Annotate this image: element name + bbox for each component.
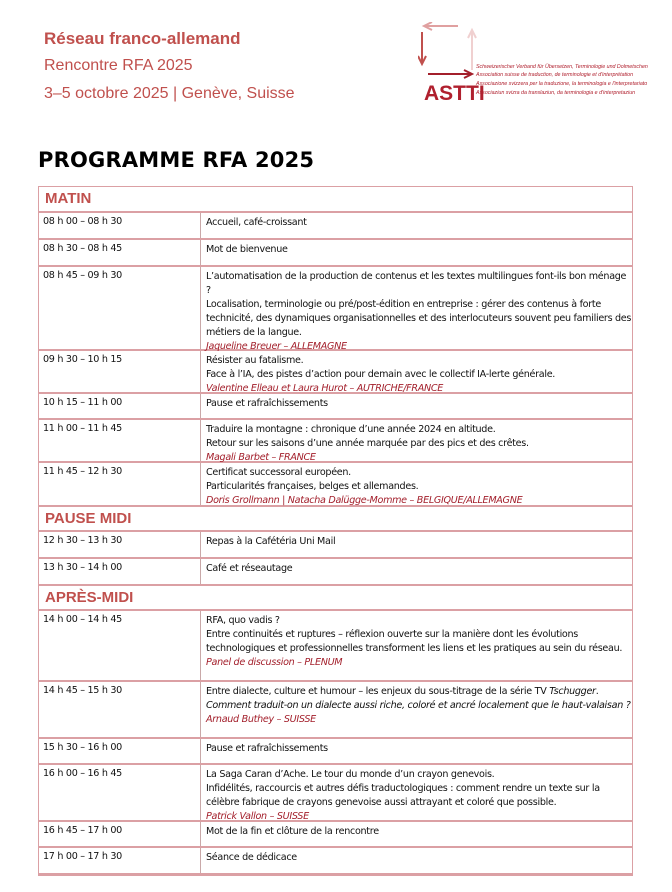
section-header: MATIN	[39, 187, 632, 213]
table-row	[39, 765, 632, 822]
session-content	[201, 420, 632, 461]
session-content	[201, 611, 632, 680]
session-text: Comment traduit-on un dialecte aussi riche, coloré et ancré localement que le haut-valaisan ?	[206, 700, 631, 711]
session-content	[201, 240, 632, 265]
logo-line: Associazione svizzera per la traduzione, la terminologia e l'interpretariato	[476, 81, 648, 87]
page-title: PROGRAMME RFA 2025	[38, 148, 315, 172]
table-row	[39, 394, 632, 420]
session-content	[201, 682, 632, 737]
logo-line: Associaziun svizra da translaziun, da terminologia e d'interpretaziun	[476, 90, 636, 96]
table-row	[39, 351, 632, 394]
session-text: Mot de la fin et clôture de la rencontre	[206, 826, 379, 837]
time-slot: 15 h 30 – 16 h 00	[39, 739, 201, 763]
table-row	[39, 559, 632, 586]
table-row	[39, 848, 632, 875]
time-slot: 11 h 45 – 12 h 30	[39, 463, 201, 505]
speaker: Magali Barbet – FRANCE	[206, 452, 316, 463]
table-row	[39, 739, 632, 765]
session-text: Face à l’IA, des pistes d’action pour demain avec le collectif IA-lerte générale.	[206, 369, 556, 380]
session-text: Pause et rafraîchissements	[206, 398, 328, 409]
time-slot: 11 h 00 – 11 h 45	[39, 420, 201, 461]
table-row	[39, 420, 632, 463]
session-text: .	[595, 686, 599, 697]
table-row	[39, 611, 632, 682]
speaker: Arnaud Buthey – SUISSE	[206, 714, 316, 725]
session-text: Séance de dédicace	[206, 852, 297, 863]
speaker: Doris Grollmann | Natacha Dalügge-Momme – BELGIQUE/ALLEMAGNE	[206, 495, 523, 506]
table-row	[39, 213, 632, 240]
section-header: APRÈS-MIDI	[39, 586, 632, 611]
time-slot: 08 h 00 – 08 h 30	[39, 213, 201, 238]
programme-table	[38, 186, 633, 876]
event-name: Rencontre RFA 2025	[44, 57, 193, 74]
session-text: Entre continuités et ruptures – réflexion ouverte sur la manière dont les évolutions technologiques et professionnelles transforment les liens et les pratiques au sein du réseau.	[206, 629, 623, 654]
astti-logo	[418, 22, 648, 108]
session-text: Mot de bienvenue	[206, 244, 288, 255]
session-content	[201, 559, 632, 584]
time-slot: 09 h 30 – 10 h 15	[39, 351, 201, 392]
session-text: Pause et rafraîchissements	[206, 743, 328, 754]
time-slot: 13 h 30 – 14 h 00	[39, 559, 201, 584]
session-content	[201, 394, 632, 418]
table-row	[39, 822, 632, 848]
session-text: Particularités françaises, belges et allemandes.	[206, 481, 419, 492]
session-text: Localisation, terminologie ou pré/post-édition en entreprise : gérer des contenus à forte technicité, des dynamiques organisationnelles et des interlocuteurs souvent peu familiers des métiers de la langue.	[206, 299, 632, 338]
session-text: Certificat successoral européen.	[206, 467, 351, 478]
speaker: Patrick Vallon – SUISSE	[206, 811, 309, 822]
time-slot: 14 h 00 – 14 h 45	[39, 611, 201, 680]
logo-line: Schweizerischer Verband für Übersetzen, Terminologie und Dolmetschen	[476, 64, 648, 70]
table-row	[39, 682, 632, 739]
time-slot: 08 h 30 – 08 h 45	[39, 240, 201, 265]
series-title: Tschugger	[549, 686, 596, 697]
session-text	[206, 685, 632, 699]
time-slot: 14 h 45 – 15 h 30	[39, 682, 201, 737]
speaker: Valentine Elleau et Laura Hurot – AUTRICHE/FRANCE	[206, 383, 444, 394]
session-text: Retour sur les saisons d’une année marquée par des pics et des crêtes.	[206, 438, 529, 449]
table-row	[39, 463, 632, 507]
session-text: La Saga Caran d’Ache. Le tour du monde d’un crayon genevois.	[206, 769, 495, 780]
session-content	[201, 267, 632, 352]
session-text: Résister au fatalisme.	[206, 355, 304, 366]
table-row	[39, 267, 632, 351]
logo-text: ASTTI	[424, 82, 485, 105]
session-text: Traduire la montagne : chronique d’une année 2024 en altitude.	[206, 424, 496, 435]
time-slot: 17 h 00 – 17 h 30	[39, 848, 201, 873]
session-text: Infidélités, raccourcis et autres défis traductologiques : comment rendre un texte sur la célèbre fabrique de crayons genevoise aussi attrayant et coloré que possible.	[206, 783, 600, 808]
time-slot: 16 h 45 – 17 h 00	[39, 822, 201, 846]
time-slot: 12 h 30 – 13 h 30	[39, 532, 201, 557]
session-content	[201, 822, 632, 846]
time-slot: 16 h 00 – 16 h 45	[39, 765, 201, 820]
session-content	[201, 213, 632, 238]
session-text: Entre dialecte, culture et humour – les enjeux du sous-titrage de la série TV	[206, 686, 550, 697]
table-row	[39, 532, 632, 559]
session-content	[201, 848, 632, 873]
session-text: Repas à la Cafétéria Uni Mail	[206, 536, 336, 547]
table-row	[39, 240, 632, 267]
session-text: Café et réseautage	[206, 563, 293, 574]
event-date-location: 3–5 octobre 2025 | Genève, Suisse	[44, 85, 295, 102]
session-text: RFA, quo vadis ?	[206, 615, 280, 626]
speaker: Panel de discussion – PLENUM	[206, 657, 343, 668]
session-content	[201, 765, 632, 820]
session-text: L’automatisation de la production de contenus et les textes multilingues font-ils bon ménage ?	[206, 271, 627, 296]
session-content	[201, 739, 632, 763]
network-name: Réseau franco-allemand	[44, 29, 241, 48]
speaker: Jaqueline Breuer – ALLEMAGNE	[206, 341, 347, 352]
session-content	[201, 532, 632, 557]
time-slot: 10 h 15 – 11 h 00	[39, 394, 201, 418]
time-slot: 08 h 45 – 09 h 30	[39, 267, 201, 349]
session-content	[201, 351, 632, 392]
logo-line: Association suisse de traduction, de terminologie et d'interprétation	[476, 72, 634, 78]
session-content	[201, 463, 632, 505]
section-header: PAUSE MIDI	[39, 507, 632, 532]
session-text: Accueil, café-croissant	[206, 217, 307, 228]
